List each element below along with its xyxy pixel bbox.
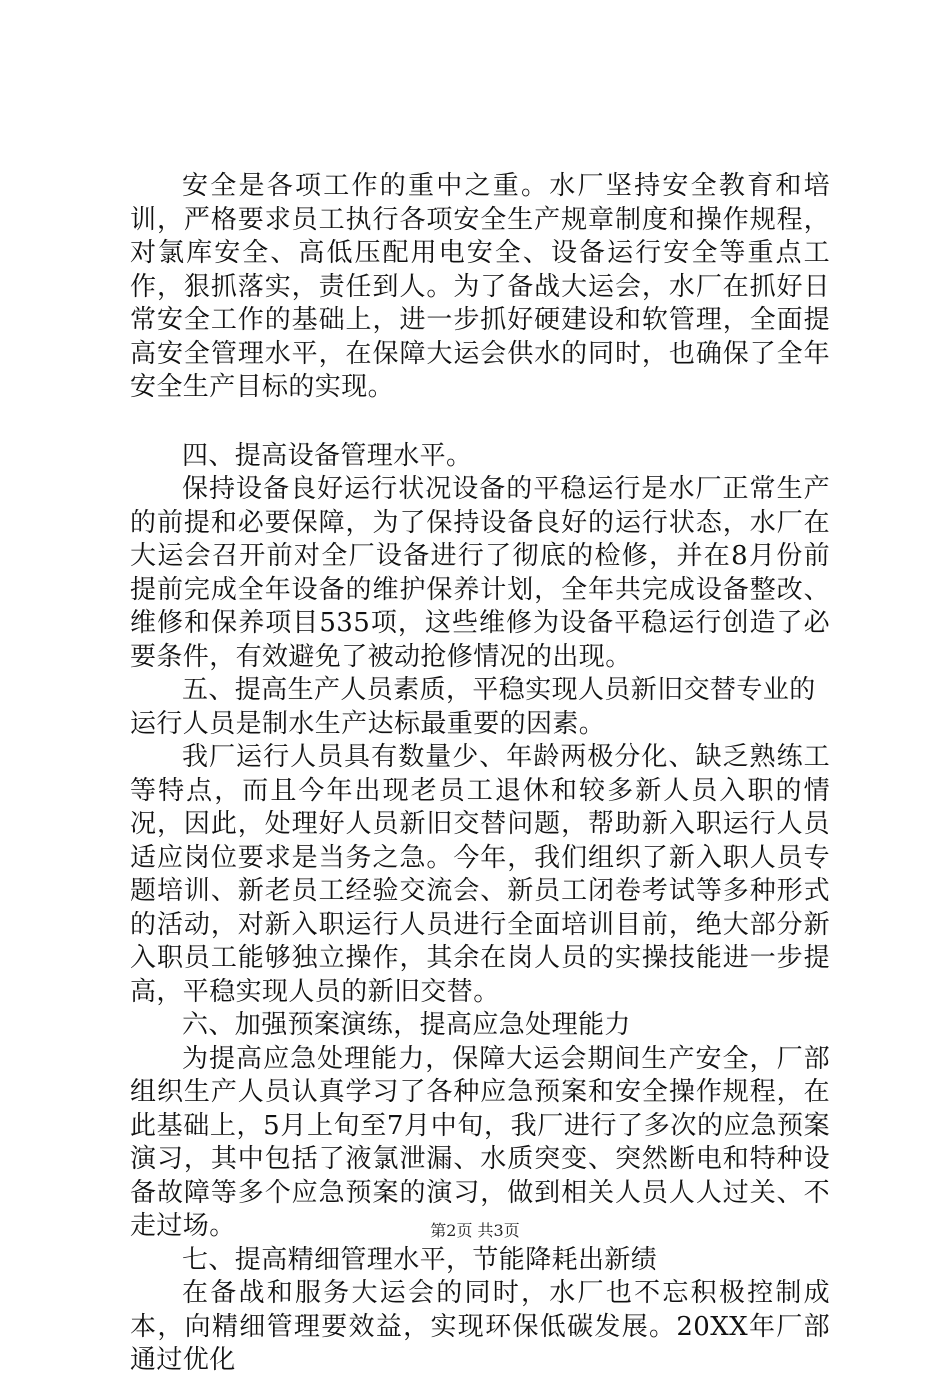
section-heading-5: 五、提高生产人员素质，平稳实现人员新旧交替专业的运行人员是制水生产达标最重要的因素。: [130, 675, 816, 739]
paragraph-staff: 我厂运行人员具有数量少、年龄两极分化、缺乏熟练工等特点，而且今年出现老员工退休和较多新人员入职的情况，因此，处理好人员新旧交替问题，帮助新入职运行人员适应岗位要求是当务之急。今年，我们组织了新入职人员专题培训、新老员工经验交流会、新员工闭卷考试等多种形式的活动，对新入职运行人员进行全面培训目前，绝大部分新入职员工能够独立操作，其余在岗人员的实操技能进一步提高，平稳实现人员的新旧交替。: [130, 742, 830, 1007]
section-heading-6: 六、加强预案演练，提高应急处理能力: [182, 1010, 631, 1040]
paragraph-management: 在备战和服务大运会的同时，水厂也不忘积极控制成本，向精细管理要效益，实现环保低碳发展。20XX年厂部通过优化: [130, 1278, 830, 1375]
paragraph-equipment: 保持设备良好运行状况设备的平稳运行是水厂正常生产的前提和必要保障，为了保持设备良好的运行状态，水厂在大运会召开前对全厂设备进行了彻底的检修，并在8月份前提前完成全年设备的维护保养计划，全年共完成设备整改、维修和保养项目535项，这些维修为设备平稳运行创造了必要条件，有效避免了被动抢修情况的出现。: [130, 474, 830, 672]
section-heading-4: 四、提高设备管理水平。: [182, 440, 473, 471]
page-footer: 第2页 共3页: [430, 1221, 520, 1240]
section-heading-7: 七、提高精细管理水平，节能降耗出新绩: [182, 1244, 658, 1275]
paragraph-emergency: 为提高应急处理能力，保障大运会期间生产安全，厂部组织生产人员认真学习了各种应急预案和安全操作规程，在此基础上，5月上旬至7月中旬，我厂进行了多次的应急预案演习，其中包括了液氯泄漏、水质突变、突然断电和特种设备故障等多个应急预案的演习，做到相关人员人人过关、不走过场。: [130, 1043, 830, 1241]
document-body: [130, 170, 830, 1378]
paragraph-gap: [130, 405, 830, 440]
paragraph-safety: 安全是各项工作的重中之重。水厂坚持安全教育和培训，严格要求员工执行各项安全生产规章制度和操作规程，对氯库安全、高低压配用电安全、设备运行安全等重点工作，狠抓落实，责任到人。为了备战大运会，水厂在抓好日常安全工作的基础上，进一步抓好硬建设和软管理，全面提高安全管理水平，在保障大运会供水的同时，也确保了全年安全生产目标的实现。: [130, 171, 830, 402]
